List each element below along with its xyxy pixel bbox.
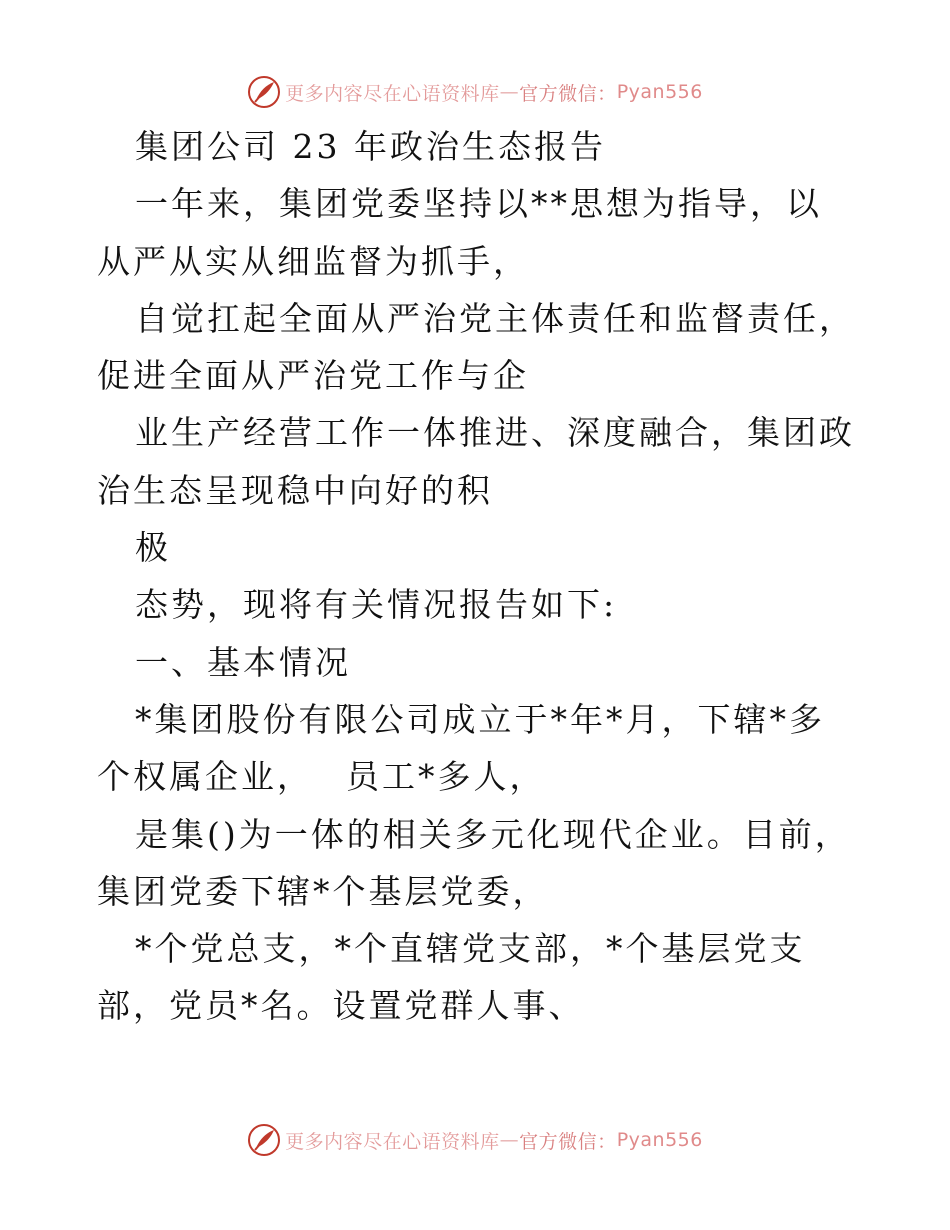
watermark-dash: — — [499, 1129, 520, 1151]
quill-logo-icon — [247, 75, 281, 109]
watermark-side-text: 官方微信： — [519, 1130, 617, 1153]
paragraph: 极 — [135, 528, 171, 568]
paragraph: 一年来，集团党委坚持以**思想为指导，以从严从实从细监督为抓手， — [97, 184, 822, 281]
watermark-id: Pyan556 — [616, 1129, 703, 1151]
paragraph: 业生产经营工作一体推进、深度融合，集团政治生态呈现稳中向好的积 — [97, 413, 855, 510]
watermark-id: Pyan556 — [616, 81, 703, 103]
watermark-main-text: 更多内容尽在心语资料库 — [285, 82, 500, 105]
document-title: 集团公司 23 年政治生态报告 — [135, 127, 606, 166]
watermark-main-text: 更多内容尽在心语资料库 — [285, 1130, 500, 1153]
paragraph: *集团股份有限公司成立于*年*月，下辖*多个权属企业， 员工*多人， — [97, 699, 825, 797]
section-heading: 一、基本情况 — [135, 642, 351, 682]
watermark-side-text: 官方微信： — [519, 82, 617, 105]
paragraph: 自觉扛起全面从严治党主体责任和监督责任，促进全面从严治党工作与企 — [97, 298, 855, 396]
quill-logo-icon — [247, 1123, 281, 1157]
watermark-dash: — — [499, 81, 520, 103]
paragraph: *个党总支，*个直辖党支部，*个基层党支部，党员*名。设置党群人事、 — [97, 929, 806, 1026]
footer-watermark — [0, 1120, 950, 1160]
paragraph: 态势，现将有关情况报告如下: — [135, 585, 618, 625]
document-body — [97, 118, 857, 1035]
paragraph: 是集()为一体的相关多元化现代企业。目前，集团党委下辖*个基层党委， — [97, 814, 851, 911]
header-watermark — [0, 72, 950, 112]
